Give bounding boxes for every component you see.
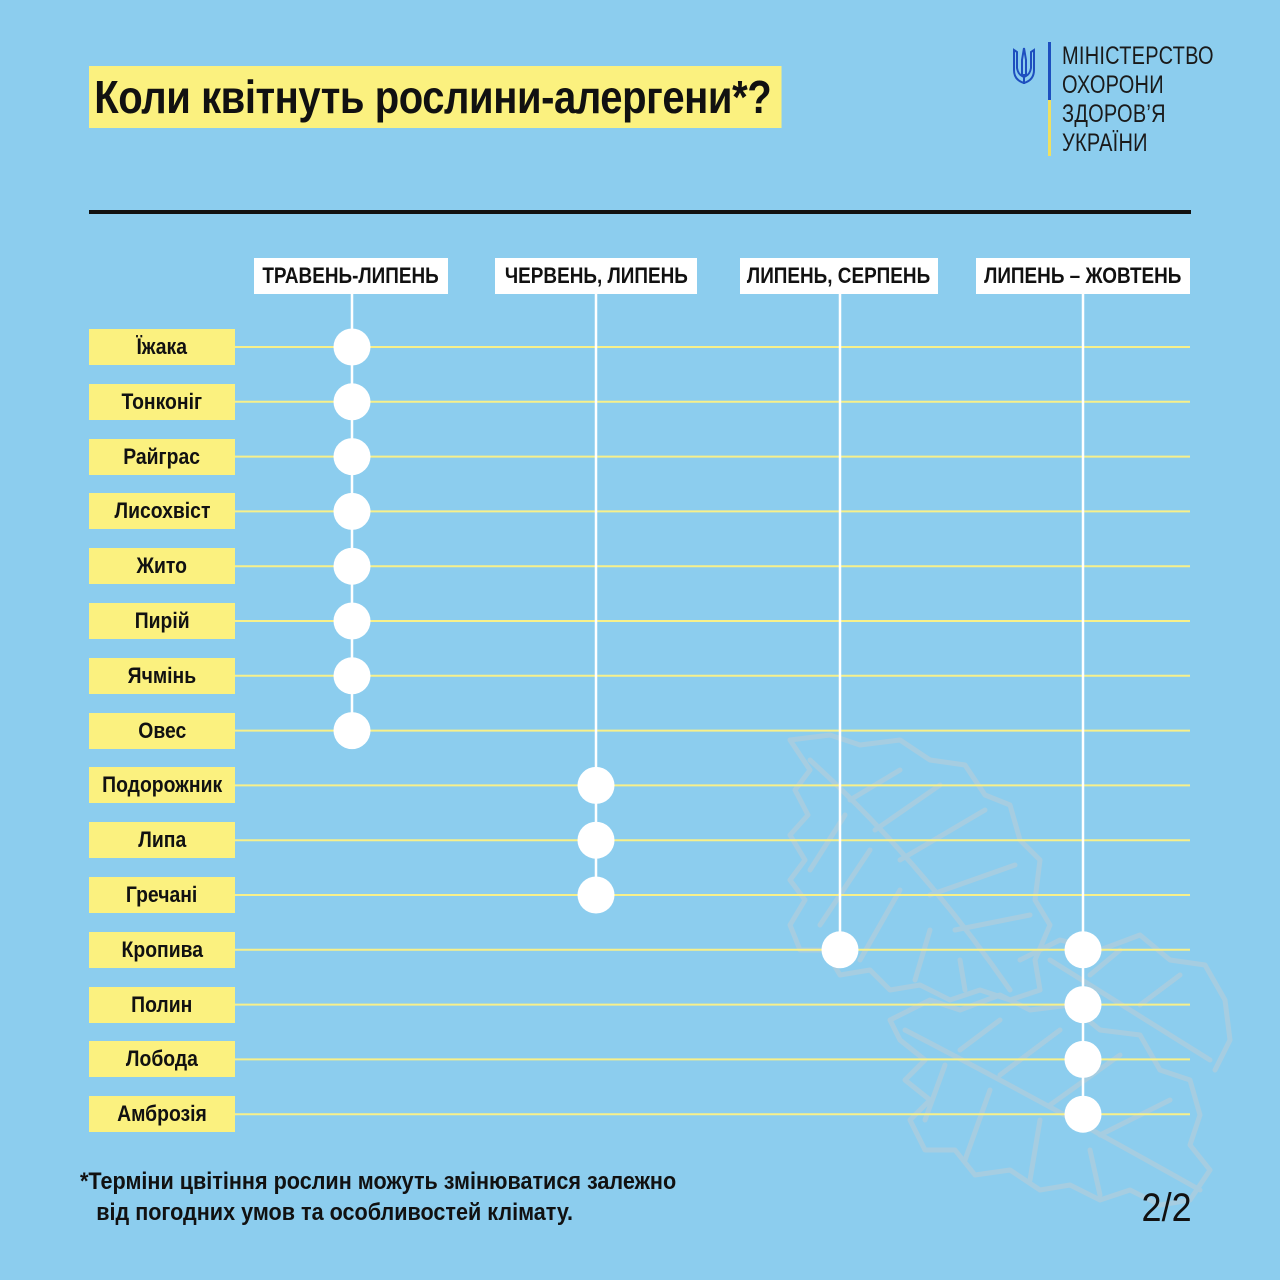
column-header-label: ЧЕРВЕНЬ, ЛИПЕНЬ: [504, 263, 688, 288]
logo-line: ЗДОРОВ’Я: [1062, 100, 1166, 128]
plant-name: Ячмінь: [127, 662, 197, 688]
page-title: Коли квітнуть рослини-алергени*?: [89, 66, 782, 128]
plant-name: Амброзія: [117, 1101, 207, 1127]
plant-name: Кропива: [121, 936, 203, 962]
plant-label: [89, 493, 235, 529]
plant-name: Овес: [138, 717, 186, 743]
plant-name: Лисохвіст: [114, 498, 210, 524]
bloom-marker: [1065, 931, 1102, 968]
plant-label: [89, 987, 235, 1023]
page-indicator: 2/2: [1141, 1186, 1192, 1230]
plant-label: [89, 1096, 235, 1132]
footnote: [80, 1166, 676, 1228]
plant-label: [89, 713, 235, 749]
logo-line: УКРАЇНИ: [1062, 129, 1148, 157]
logo-line: ОХОРОНИ: [1062, 71, 1164, 99]
plant-name: Райграс: [123, 443, 201, 469]
plant-label: [89, 877, 235, 913]
bloom-marker: [334, 657, 371, 694]
plant-name: Лобода: [126, 1046, 198, 1072]
column-header-label: ЛИПЕНЬ, СЕРПЕНЬ: [747, 263, 931, 288]
plant-name: Липа: [138, 827, 186, 853]
column-header: [740, 258, 938, 294]
bloom-marker: [578, 767, 615, 804]
bloom-marker: [334, 329, 371, 366]
bloom-marker: [334, 383, 371, 420]
bloom-marker: [1065, 986, 1102, 1023]
plant-label: [89, 1041, 235, 1077]
bloom-marker: [334, 712, 371, 749]
bloom-marker: [578, 877, 615, 914]
plant-label: [89, 658, 235, 694]
plant-name: Жито: [136, 553, 188, 579]
plant-name: Пирій: [134, 608, 190, 633]
plant-label: [89, 603, 235, 639]
footnote-line: *Терміни цвітіння рослин можуть змінюватися залежно: [80, 1168, 677, 1195]
logo-line: МІНІСТЕРСТВО: [1062, 42, 1214, 70]
column-header: [495, 258, 697, 294]
bloom-marker: [1065, 1041, 1102, 1078]
plant-name: Їжака: [136, 334, 188, 359]
plant-label: [89, 548, 235, 584]
bloom-marker: [334, 438, 371, 475]
plant-label: [89, 822, 235, 858]
footnote-line: від погодних умов та особливостей клімату.: [96, 1199, 574, 1226]
column-header-label: ТРАВЕНЬ-ЛИПЕНЬ: [262, 263, 440, 288]
plant-label: [89, 329, 235, 365]
plant-label: [89, 767, 235, 803]
bloom-marker: [1065, 1096, 1102, 1133]
plant-name: Полин: [131, 991, 193, 1017]
plant-name: Гречані: [126, 882, 198, 907]
column-header: [254, 258, 448, 294]
column-header: [976, 258, 1190, 294]
plant-name: Подорожник: [101, 772, 223, 798]
plant-label: [89, 932, 235, 968]
plant-name: Тонконіг: [121, 388, 203, 414]
plant-label: [89, 439, 235, 475]
bloom-marker: [822, 931, 859, 968]
plant-label: [89, 384, 235, 420]
bloom-marker: [334, 548, 371, 585]
bloom-marker: [334, 603, 371, 640]
bloom-marker: [334, 493, 371, 530]
column-header-label: ЛИПЕНЬ – ЖОВТЕНЬ: [984, 263, 1182, 288]
bloom-marker: [578, 822, 615, 859]
